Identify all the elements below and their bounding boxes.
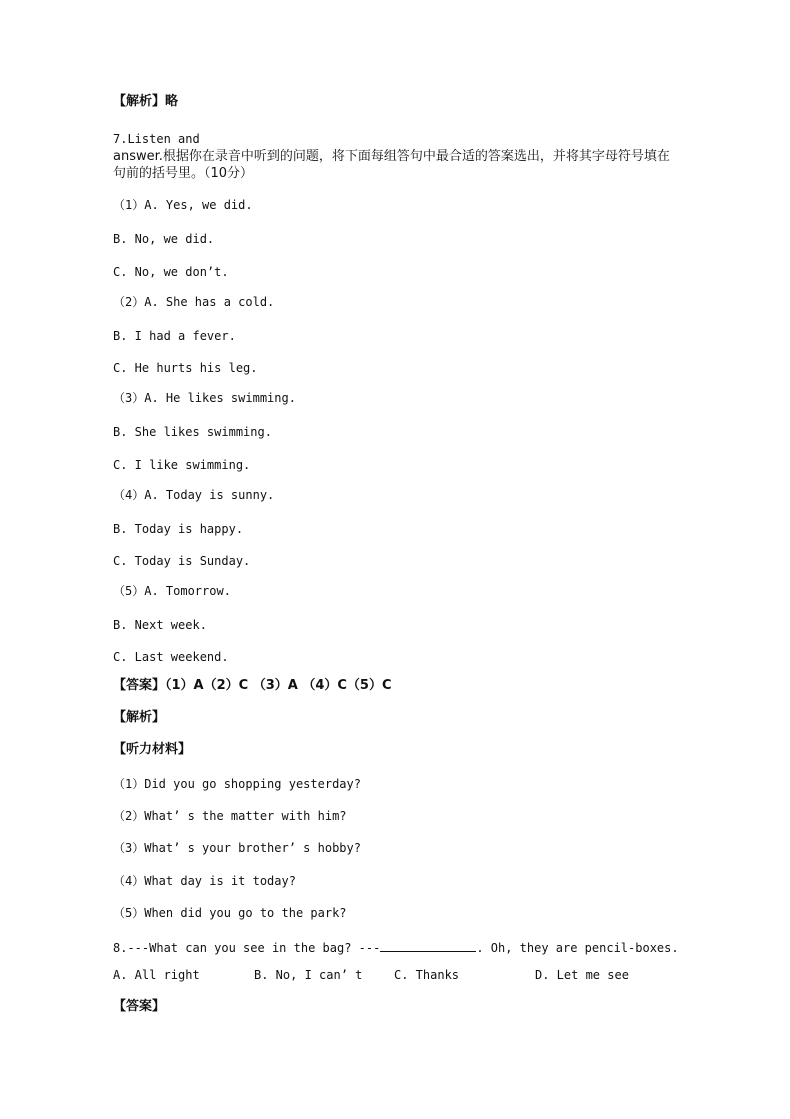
question-8-text [113,939,679,956]
question-8-choice-a: A. All right [113,968,200,982]
listening-question: （3）What’ s your brother’ s hobby? [113,841,361,855]
question-7-option: B. She likes swimming. [113,425,272,439]
question-7-option: （2）A. She has a cold. [113,295,275,309]
previous-analysis: 【解析】略 [113,94,179,109]
question-7-answer: 【答案】（1）A（2）C （3）A （4）C（5）C [113,678,392,693]
listening-question: （4）What day is it today? [113,874,296,888]
listening-question: （1）Did you go shopping yesterday? [113,777,361,791]
question-7-option: C. I like swimming. [113,458,251,472]
question-7-option: C. No, we don’t. [113,265,229,279]
question-8-before: 8.---What can you see in the bag? --- [113,941,381,955]
listening-question: （5）When did you go to the park? [113,906,347,920]
question-7-option: （4）A. Today is sunny. [113,488,275,502]
listening-question: （2）What’ s the matter with him? [113,809,347,823]
question-7-option: （1）A. Yes, we did. [113,198,253,212]
question-7-title [113,131,673,182]
question-7-option: （3）A. He likes swimming. [113,391,296,405]
question-7-option: C. Today is Sunday. [113,554,251,568]
listening-material-label: 【听力材料】 [113,742,192,757]
question-7-option: C. Last weekend. [113,650,229,664]
question-7-option: （5）A. Tomorrow. [113,584,231,598]
question-7-option: B. No, we did. [113,232,215,246]
question-7-title-line1: 7.Listen and [113,132,200,146]
question-8-blank [380,939,476,952]
question-7-option: B. I had a fever. [113,329,236,343]
question-7-title-line2: answer.根据你在录音中听到的问题，将下面每组答句中最合适的答案选出，并将其字母符号填在句前的括号里。（10分） [113,149,670,181]
question-8-after: . Oh, they are pencil-boxes. [476,941,679,955]
question-8-choice-b: B. No, I can’ t [254,968,363,982]
question-8-choice-d: D. Let me see [535,968,629,982]
question-8-choice-c: C. Thanks [394,968,460,982]
question-7-option: C. He hurts his leg. [113,361,258,375]
question-7-analysis: 【解析】 [113,710,166,725]
question-7-option: B. Next week. [113,618,207,632]
question-7-option: B. Today is happy. [113,522,244,536]
question-8-answer-label: 【答案】 [113,999,166,1014]
